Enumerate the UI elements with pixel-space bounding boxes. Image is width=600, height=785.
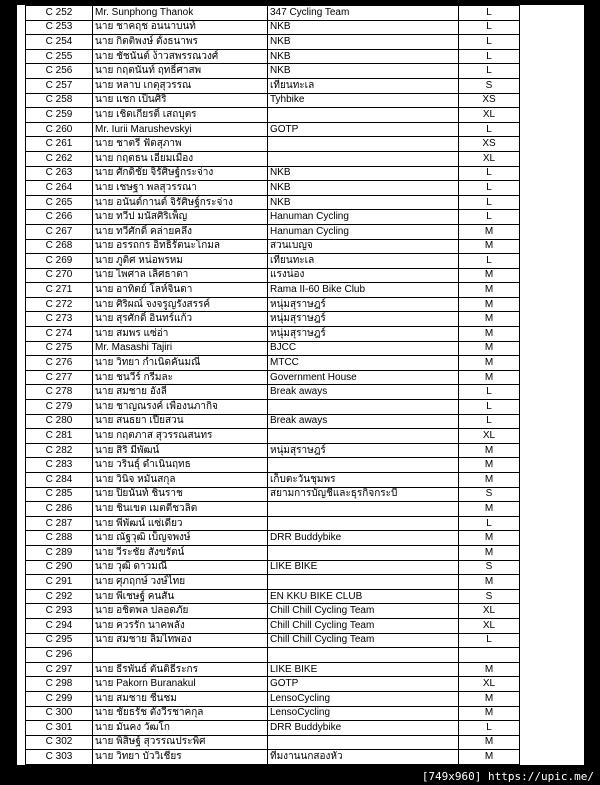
team-name-cell: สวนเบญจ xyxy=(268,239,459,254)
team-name-cell: NKB xyxy=(268,49,459,64)
shirt-size-cell: XL xyxy=(459,618,520,633)
shirt-size-cell: XL xyxy=(459,604,520,619)
team-name-cell xyxy=(268,545,459,560)
team-name-cell xyxy=(268,108,459,123)
team-name-cell: แรงน่อง xyxy=(268,268,459,283)
bib-number-cell: C 288 xyxy=(26,531,93,546)
shirt-size-cell: S xyxy=(459,78,520,93)
bib-number-cell: C 277 xyxy=(26,370,93,385)
bib-number-cell: C 292 xyxy=(26,589,93,604)
shirt-size-cell: XL xyxy=(459,429,520,444)
bib-number-cell: C 267 xyxy=(26,224,93,239)
table-row xyxy=(26,370,520,385)
rider-name-cell: นาย สุรศักดิ์ อินทร์แก้ว xyxy=(93,312,268,327)
bib-number-cell: C 263 xyxy=(26,166,93,181)
shirt-size-cell: M xyxy=(459,239,520,254)
bib-number-cell: C 293 xyxy=(26,604,93,619)
bib-number-cell xyxy=(26,764,93,765)
table-row xyxy=(26,750,520,765)
shirt-size-cell xyxy=(459,648,520,663)
shirt-size-cell: S xyxy=(459,589,520,604)
shirt-size-cell: XS xyxy=(459,93,520,108)
team-name-cell xyxy=(268,764,459,765)
shirt-size-cell: M xyxy=(459,327,520,342)
table-row xyxy=(26,531,520,546)
team-name-cell: NKB xyxy=(268,20,459,35)
shirt-size-cell: XS xyxy=(459,137,520,152)
rider-name-cell: นาย พิสิษฐ์ สุวรรณประพิศ xyxy=(93,735,268,750)
team-name-cell: เทียนทะเล xyxy=(268,78,459,93)
shirt-size-cell: L xyxy=(459,400,520,415)
bib-number-cell: C 259 xyxy=(26,108,93,123)
team-name-cell: Rama II-60 Bike Club xyxy=(268,283,459,298)
rider-name-cell: นาย ทวีป มนัสศิริเพ็ญ xyxy=(93,210,268,225)
bib-number-cell: C 278 xyxy=(26,385,93,400)
table-row xyxy=(26,254,520,269)
team-name-cell: NKB xyxy=(268,195,459,210)
team-name-cell: Government House xyxy=(268,370,459,385)
bib-number-cell: C 290 xyxy=(26,560,93,575)
table-row xyxy=(26,443,520,458)
table-row xyxy=(26,429,520,444)
rider-name-cell: นาย สิริ มีพัฒน์ xyxy=(93,443,268,458)
table-row xyxy=(26,502,520,517)
participant-table-body xyxy=(26,6,520,766)
bib-number-cell: C 296 xyxy=(26,648,93,663)
team-name-cell: EN KKU BIKE CLUB xyxy=(268,589,459,604)
rider-name-cell: นาย Pakorn Buranakul xyxy=(93,677,268,692)
team-name-cell: Break aways xyxy=(268,385,459,400)
bib-number-cell: C 295 xyxy=(26,633,93,648)
bib-number-cell: C 280 xyxy=(26,414,93,429)
rider-name-cell: นาย สมชาย ลิ้มไทพอง xyxy=(93,633,268,648)
bib-number-cell: C 273 xyxy=(26,312,93,327)
table-row xyxy=(26,239,520,254)
bib-number-cell: C 283 xyxy=(26,458,93,473)
bib-number-cell: C 265 xyxy=(26,195,93,210)
rider-name-cell: นาย ธีรพันธ์ ตันติธีระกร xyxy=(93,662,268,677)
table-row xyxy=(26,268,520,283)
shirt-size-cell: M xyxy=(459,297,520,312)
shirt-size-cell: M xyxy=(459,268,520,283)
shirt-size-cell: M xyxy=(459,458,520,473)
shirt-size-cell: L xyxy=(459,35,520,50)
bib-number-cell: C 275 xyxy=(26,341,93,356)
rider-name-cell: นาย มั่นคง วัฒโก xyxy=(93,721,268,736)
team-name-cell: ทีมงานนกสองหัว xyxy=(268,750,459,765)
team-name-cell: LensoCycling xyxy=(268,706,459,721)
bib-number-cell: C 256 xyxy=(26,64,93,79)
shirt-size-cell: L xyxy=(459,64,520,79)
rider-name-cell: นาย แชก เป็นศิริ xyxy=(93,93,268,108)
shirt-size-cell: M xyxy=(459,473,520,488)
table-row xyxy=(26,78,520,93)
table-row xyxy=(26,297,520,312)
team-name-cell: DRR Buddybike xyxy=(268,721,459,736)
team-name-cell: NKB xyxy=(268,64,459,79)
team-name-cell xyxy=(268,648,459,663)
rider-name-cell xyxy=(93,764,268,765)
rider-name-cell: นาย อชิตพล ปลอดภัย xyxy=(93,604,268,619)
shirt-size-cell: M xyxy=(459,224,520,239)
table-row xyxy=(26,93,520,108)
rider-name-cell: นาย พีเชษฐ์ คนสัน xyxy=(93,589,268,604)
shirt-size-cell: M xyxy=(459,443,520,458)
shirt-size-cell: L xyxy=(459,414,520,429)
bib-number-cell: C 272 xyxy=(26,297,93,312)
rider-name-cell: นาย ภูติศ หน่อพรหม xyxy=(93,254,268,269)
shirt-size-cell: M xyxy=(459,575,520,590)
shirt-size-cell: M xyxy=(459,370,520,385)
rider-name-cell: นาย ชินเขต เมตตีชวลิต xyxy=(93,502,268,517)
shirt-size-cell: L xyxy=(459,195,520,210)
rider-name-cell: นาย วรินธุ์ ดำเนินฤทธ xyxy=(93,458,268,473)
team-name-cell xyxy=(268,151,459,166)
team-name-cell: เทียนทะเล xyxy=(268,254,459,269)
table-row xyxy=(26,487,520,502)
bib-number-cell: C 257 xyxy=(26,78,93,93)
rider-name-cell: นาย ศิริผณ์ จงจรูญรังสรรค์ xyxy=(93,297,268,312)
participant-table xyxy=(25,5,520,765)
team-name-cell: NKB xyxy=(268,166,459,181)
bib-number-cell: C 261 xyxy=(26,137,93,152)
shirt-size-cell: L xyxy=(459,6,520,21)
rider-name-cell: นาย สมชาย อังลี่ xyxy=(93,385,268,400)
team-name-cell: Tyhbike xyxy=(268,93,459,108)
table-row xyxy=(26,516,520,531)
rider-name-cell: Mr. Sunphong Thanok xyxy=(93,6,268,21)
rider-name-cell: นาย สมชาย ชื่นชม xyxy=(93,691,268,706)
bib-number-cell: C 253 xyxy=(26,20,93,35)
shirt-size-cell: L xyxy=(459,20,520,35)
shirt-size-cell: M xyxy=(459,502,520,517)
team-name-cell: สยามการบัญชีและธุรกิจกระบี่ xyxy=(268,487,459,502)
bib-number-cell: C 300 xyxy=(26,706,93,721)
team-name-cell: หนุ่มสุราษฎร์ xyxy=(268,312,459,327)
shirt-size-cell: L xyxy=(459,166,520,181)
bib-number-cell: C 281 xyxy=(26,429,93,444)
shirt-size-cell: M xyxy=(459,706,520,721)
bib-number-cell: C 271 xyxy=(26,283,93,298)
bib-number-cell: C 286 xyxy=(26,502,93,517)
team-name-cell: NKB xyxy=(268,35,459,50)
rider-name-cell: นาย ทวีศักดิ์ คล่ายคลึง xyxy=(93,224,268,239)
rider-name-cell: นาย ชนวีร์ กรีมละ xyxy=(93,370,268,385)
table-row xyxy=(26,49,520,64)
bib-number-cell: C 287 xyxy=(26,516,93,531)
table-row xyxy=(26,662,520,677)
shirt-size-cell: M xyxy=(459,312,520,327)
rider-name-cell: นาย ชาญณรงค์ เพื่องนภากิจ xyxy=(93,400,268,415)
team-name-cell xyxy=(268,516,459,531)
shirt-size-cell: M xyxy=(459,691,520,706)
table-row xyxy=(26,64,520,79)
shirt-size-cell: L xyxy=(459,181,520,196)
shirt-size-cell: L xyxy=(459,49,520,64)
table-row xyxy=(26,108,520,123)
bib-number-cell: C 297 xyxy=(26,662,93,677)
table-row xyxy=(26,356,520,371)
rider-name-cell: นาย หลาบ เกตุสุวรรณ xyxy=(93,78,268,93)
team-name-cell: 347 Cycling Team xyxy=(268,6,459,21)
table-row xyxy=(26,35,520,50)
shirt-size-cell: L xyxy=(459,633,520,648)
table-row xyxy=(26,589,520,604)
bib-number-cell: C 264 xyxy=(26,181,93,196)
bib-number-cell: C 255 xyxy=(26,49,93,64)
rider-name-cell: นาย ควรรัก นาคพลัง xyxy=(93,618,268,633)
table-row xyxy=(26,341,520,356)
team-name-cell: GOTP xyxy=(268,677,459,692)
table-row xyxy=(26,633,520,648)
team-name-cell: หนุ่มสุราษฎร์ xyxy=(268,327,459,342)
table-row xyxy=(26,735,520,750)
table-row xyxy=(26,327,520,342)
shirt-size-cell: S xyxy=(459,560,520,575)
rider-name-cell: นาย สนธยา เปียสวน xyxy=(93,414,268,429)
bib-number-cell: C 274 xyxy=(26,327,93,342)
table-row xyxy=(26,312,520,327)
shirt-size-cell: M xyxy=(459,750,520,765)
shirt-size-cell: L xyxy=(459,385,520,400)
team-name-cell xyxy=(268,458,459,473)
bib-number-cell: C 302 xyxy=(26,735,93,750)
bib-number-cell: C 260 xyxy=(26,122,93,137)
shirt-size-cell: M xyxy=(459,341,520,356)
team-name-cell: Break aways xyxy=(268,414,459,429)
shirt-size-cell: XL xyxy=(459,151,520,166)
bib-number-cell: C 276 xyxy=(26,356,93,371)
rider-name-cell: นาย ศักดิ์ชัย จิรัศิษฐ์กระจ่าง xyxy=(93,166,268,181)
table-row xyxy=(26,122,520,137)
table-row xyxy=(26,575,520,590)
bib-number-cell: C 303 xyxy=(26,750,93,765)
table-row xyxy=(26,166,520,181)
shirt-size-cell: M xyxy=(459,356,520,371)
team-name-cell xyxy=(268,575,459,590)
shirt-size-cell: M xyxy=(459,735,520,750)
table-row xyxy=(26,691,520,706)
shirt-size-cell: L xyxy=(459,210,520,225)
table-row xyxy=(26,721,520,736)
rider-name-cell: นาย วินิจ หมั่นสกุล xyxy=(93,473,268,488)
bib-number-cell: C 252 xyxy=(26,6,93,21)
team-name-cell: GOTP xyxy=(268,122,459,137)
table-row xyxy=(26,6,520,21)
table-row xyxy=(26,618,520,633)
table-row xyxy=(26,764,520,765)
shirt-size-cell: M xyxy=(459,545,520,560)
team-name-cell: LIKE BIKE xyxy=(268,662,459,677)
team-name-cell: Chill Chill Cycling Team xyxy=(268,618,459,633)
rider-name-cell xyxy=(93,648,268,663)
shirt-size-cell: M xyxy=(459,531,520,546)
shirt-size-cell: M xyxy=(459,662,520,677)
team-name-cell xyxy=(268,502,459,517)
team-name-cell xyxy=(268,735,459,750)
team-name-cell xyxy=(268,429,459,444)
table-row xyxy=(26,545,520,560)
rider-name-cell: นาย กฤตภาส สุวรรณสนทร xyxy=(93,429,268,444)
shirt-size-cell: XL xyxy=(459,677,520,692)
rider-name-cell: นาย วิทยา บัววิเชียร xyxy=(93,750,268,765)
team-name-cell: LIKE BIKE xyxy=(268,560,459,575)
team-name-cell: LensoCycling xyxy=(268,691,459,706)
rider-name-cell: นาย เชิดเกียรติ์ เสถบุตร xyxy=(93,108,268,123)
bib-number-cell: C 262 xyxy=(26,151,93,166)
rider-name-cell: นาย อนันต์กานต์ จิรัศิษฐ์กระจ่าง xyxy=(93,195,268,210)
table-row xyxy=(26,224,520,239)
shirt-size-cell: S xyxy=(459,487,520,502)
team-name-cell: เก็บตะวันชุมพร xyxy=(268,473,459,488)
rider-name-cell: นาย ชัยธรัช ตั้งวีรชาคกุล xyxy=(93,706,268,721)
rider-name-cell: นาย ปิยนันท์ ชินราช xyxy=(93,487,268,502)
rider-name-cell: นาย พีพัฒน์ แซ่เดียว xyxy=(93,516,268,531)
table-row xyxy=(26,137,520,152)
table-row xyxy=(26,560,520,575)
team-name-cell: Chill Chill Cycling Team xyxy=(268,604,459,619)
rider-name-cell: Mr. Masashi Tajiri xyxy=(93,341,268,356)
rider-name-cell: นาย วีระชัย สังขรัตน์ xyxy=(93,545,268,560)
bib-number-cell: C 301 xyxy=(26,721,93,736)
team-name-cell: หนุ่มสุราษฎร์ xyxy=(268,297,459,312)
rider-name-cell: นาย กฤตนันท์ ฤทธิ์ศาสพ xyxy=(93,64,268,79)
rider-name-cell: นาย กิตติพงษ์ ตั้งธนาพร xyxy=(93,35,268,50)
rider-name-cell: นาย สมพร แซ่อ่า xyxy=(93,327,268,342)
table-row xyxy=(26,458,520,473)
shirt-size-cell: M xyxy=(459,283,520,298)
image-host-watermark: [749x960] https://upic.me/ xyxy=(421,770,594,783)
team-name-cell: หนุ่มสุราษฎร์ xyxy=(268,443,459,458)
bib-number-cell: C 258 xyxy=(26,93,93,108)
team-name-cell: BJCC xyxy=(268,341,459,356)
shirt-size-cell: XL xyxy=(459,108,520,123)
table-row xyxy=(26,648,520,663)
table-row xyxy=(26,706,520,721)
shirt-size-cell: L xyxy=(459,122,520,137)
bib-number-cell: C 266 xyxy=(26,210,93,225)
rider-name-cell: นาย วิทยา กำเนิดคันมณี xyxy=(93,356,268,371)
bib-number-cell: C 254 xyxy=(26,35,93,50)
table-row xyxy=(26,181,520,196)
table-row xyxy=(26,210,520,225)
table-row xyxy=(26,677,520,692)
table-row xyxy=(26,473,520,488)
table-row xyxy=(26,20,520,35)
bib-number-cell: C 294 xyxy=(26,618,93,633)
bib-number-cell: C 298 xyxy=(26,677,93,692)
table-row xyxy=(26,414,520,429)
table-row xyxy=(26,151,520,166)
rider-name-cell: นาย วุฒิ ดาวมณี xyxy=(93,560,268,575)
table-row xyxy=(26,283,520,298)
team-name-cell: NKB xyxy=(268,181,459,196)
shirt-size-cell xyxy=(459,764,520,765)
rider-name-cell: นาย อาทิตย์ โลห์จินดา xyxy=(93,283,268,298)
team-name-cell: Chill Chill Cycling Team xyxy=(268,633,459,648)
team-name-cell: Hanuman Cycling xyxy=(268,210,459,225)
document-page xyxy=(17,5,584,765)
bib-number-cell: C 291 xyxy=(26,575,93,590)
rider-name-cell: Mr. Iurii Marushevskyi xyxy=(93,122,268,137)
table-row xyxy=(26,400,520,415)
rider-name-cell: นาย ณัฐวุฒิ เบ็ญจพงษ์ xyxy=(93,531,268,546)
rider-name-cell: นาย ไพศาล เลิศธาดา xyxy=(93,268,268,283)
bib-number-cell: C 282 xyxy=(26,443,93,458)
bib-number-cell: C 270 xyxy=(26,268,93,283)
bib-number-cell: C 299 xyxy=(26,691,93,706)
rider-name-cell: นาย ศุภฤกษ์ วงษ์ไทย xyxy=(93,575,268,590)
team-name-cell xyxy=(268,400,459,415)
rider-name-cell: นาย อรรถกร อิทธิรัตนะโกมล xyxy=(93,239,268,254)
table-row xyxy=(26,604,520,619)
shirt-size-cell: L xyxy=(459,516,520,531)
rider-name-cell: นาย กฤตธน เอี่ยมเมือง xyxy=(93,151,268,166)
bib-number-cell: C 268 xyxy=(26,239,93,254)
team-name-cell: MTCC xyxy=(268,356,459,371)
team-name-cell xyxy=(268,137,459,152)
shirt-size-cell: L xyxy=(459,254,520,269)
rider-name-cell: นาย ชัชนันต์ ง้าวสพรรณวงศ์ xyxy=(93,49,268,64)
bib-number-cell: C 279 xyxy=(26,400,93,415)
bib-number-cell: C 269 xyxy=(26,254,93,269)
rider-name-cell: นาย เชษฐา พลสุวรรณา xyxy=(93,181,268,196)
table-row xyxy=(26,195,520,210)
bib-number-cell: C 285 xyxy=(26,487,93,502)
team-name-cell: DRR Buddybike xyxy=(268,531,459,546)
table-row xyxy=(26,385,520,400)
rider-name-cell: นาย ชาคฤช อนนาบนท์ xyxy=(93,20,268,35)
team-name-cell: Hanuman Cycling xyxy=(268,224,459,239)
bib-number-cell: C 284 xyxy=(26,473,93,488)
shirt-size-cell: L xyxy=(459,721,520,736)
rider-name-cell: นาย ชาตรี ฟัดสุภาพ xyxy=(93,137,268,152)
bib-number-cell: C 289 xyxy=(26,545,93,560)
